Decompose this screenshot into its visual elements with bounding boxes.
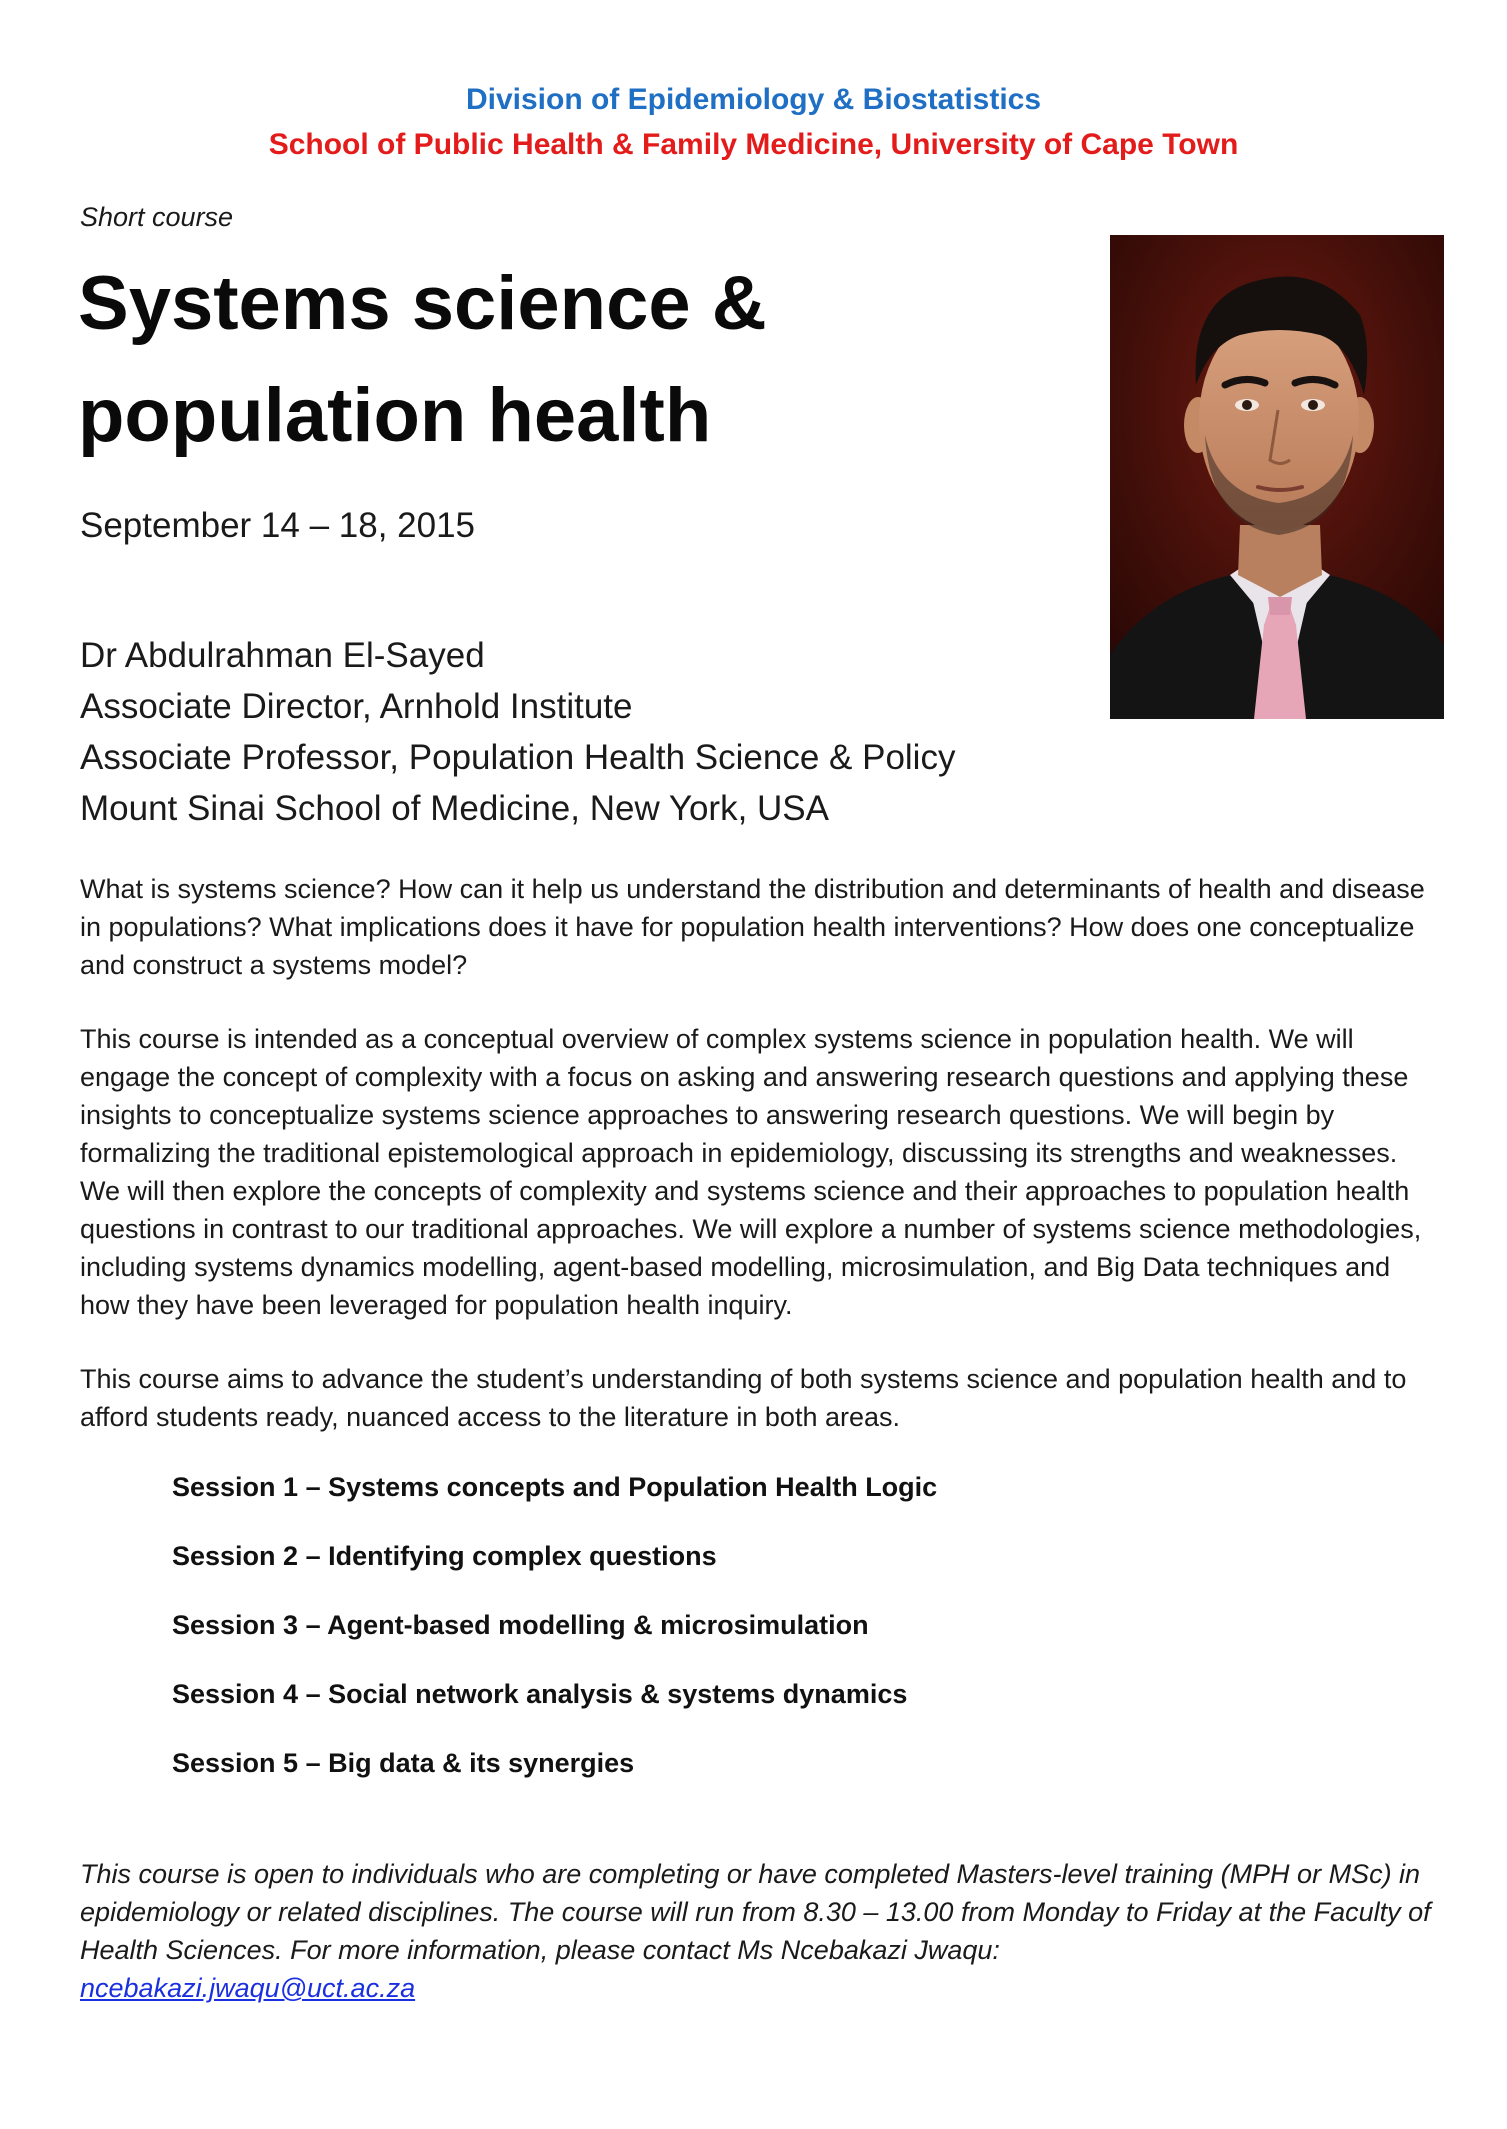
speaker-photo xyxy=(1110,235,1444,719)
course-title-line-2: population health xyxy=(78,373,712,458)
header xyxy=(0,78,1507,168)
description-paragraph: This course is intended as a conceptual overview of complex systems science in population health. We will engage the concept of complexity with a focus on asking and answering research questions and applying these insights to conceptualize systems science approaches to answering research questions. We will begin by formalizing the traditional epistemological approach in epidemiology, discussing its strengths and weaknesses. We will then explore the concepts of complexity and systems science and their approaches to population health questions in contrast to our traditional approaches. We will explore a number of systems science methodologies, including systems dynamics modelling, agent-based modelling, microsimulation, and Big Data techniques and how they have been leveraged for population health inquiry. xyxy=(80,1024,1422,1320)
speaker-institution: Mount Sinai School of Medicine, New York, USA xyxy=(80,789,829,828)
contact-email-link[interactable]: ncebakazi.jwaqu@uct.ac.za xyxy=(80,1973,416,2003)
session-item-2: Session 2 – Identifying complex questions xyxy=(172,1541,717,1571)
speaker-name: Dr Abdulrahman El-Sayed xyxy=(80,636,485,675)
speaker-block xyxy=(80,630,955,834)
session-item-4: Session 4 – Social network analysis & systems dynamics xyxy=(172,1679,908,1709)
course-dates: September 14 – 18, 2015 xyxy=(80,506,476,545)
speaker-role-1: Associate Director, Arnhold Institute xyxy=(80,687,633,726)
session-list xyxy=(172,1468,937,1813)
footer-note xyxy=(80,1855,1440,2007)
course-title-line-1: Systems science & xyxy=(78,261,767,346)
speaker-role-2: Associate Professor, Population Health Science & Policy xyxy=(80,738,956,777)
intro-paragraph: What is systems science? How can it help us understand the distribution and determinants of health and disease in populations? What implications does it have for population health interventions? How does one conceptualize and construct a systems model? xyxy=(80,874,1425,980)
session-item-1: Session 1 – Systems concepts and Population Health Logic xyxy=(172,1472,938,1502)
school-heading: School of Public Health & Family Medicine, University of Cape Town xyxy=(268,128,1239,161)
session-item-3: Session 3 – Agent-based modelling & microsimulation xyxy=(172,1610,869,1640)
course-title xyxy=(78,248,1058,472)
division-heading: Division of Epidemiology & Biostatistics xyxy=(465,83,1042,116)
footer-text: This course is open to individuals who are completing or have completed Masters-level training (MPH or MSc) in epidemiology or related disciplines. The course will run from 8.30 – 13.00 from Monday to Friday at the Faculty of Health Sciences. For more information, please contact Ms Ncebakazi Jwaqu: xyxy=(80,1859,1431,1965)
session-item-5: Session 5 – Big data & its synergies xyxy=(172,1748,635,1778)
speaker-portrait-image xyxy=(1110,235,1444,719)
course-type-label: Short course xyxy=(80,202,234,232)
aims-paragraph: This course aims to advance the student’s understanding of both systems science and population health and to afford students ready, nuanced access to the literature in both areas. xyxy=(80,1364,1407,1432)
